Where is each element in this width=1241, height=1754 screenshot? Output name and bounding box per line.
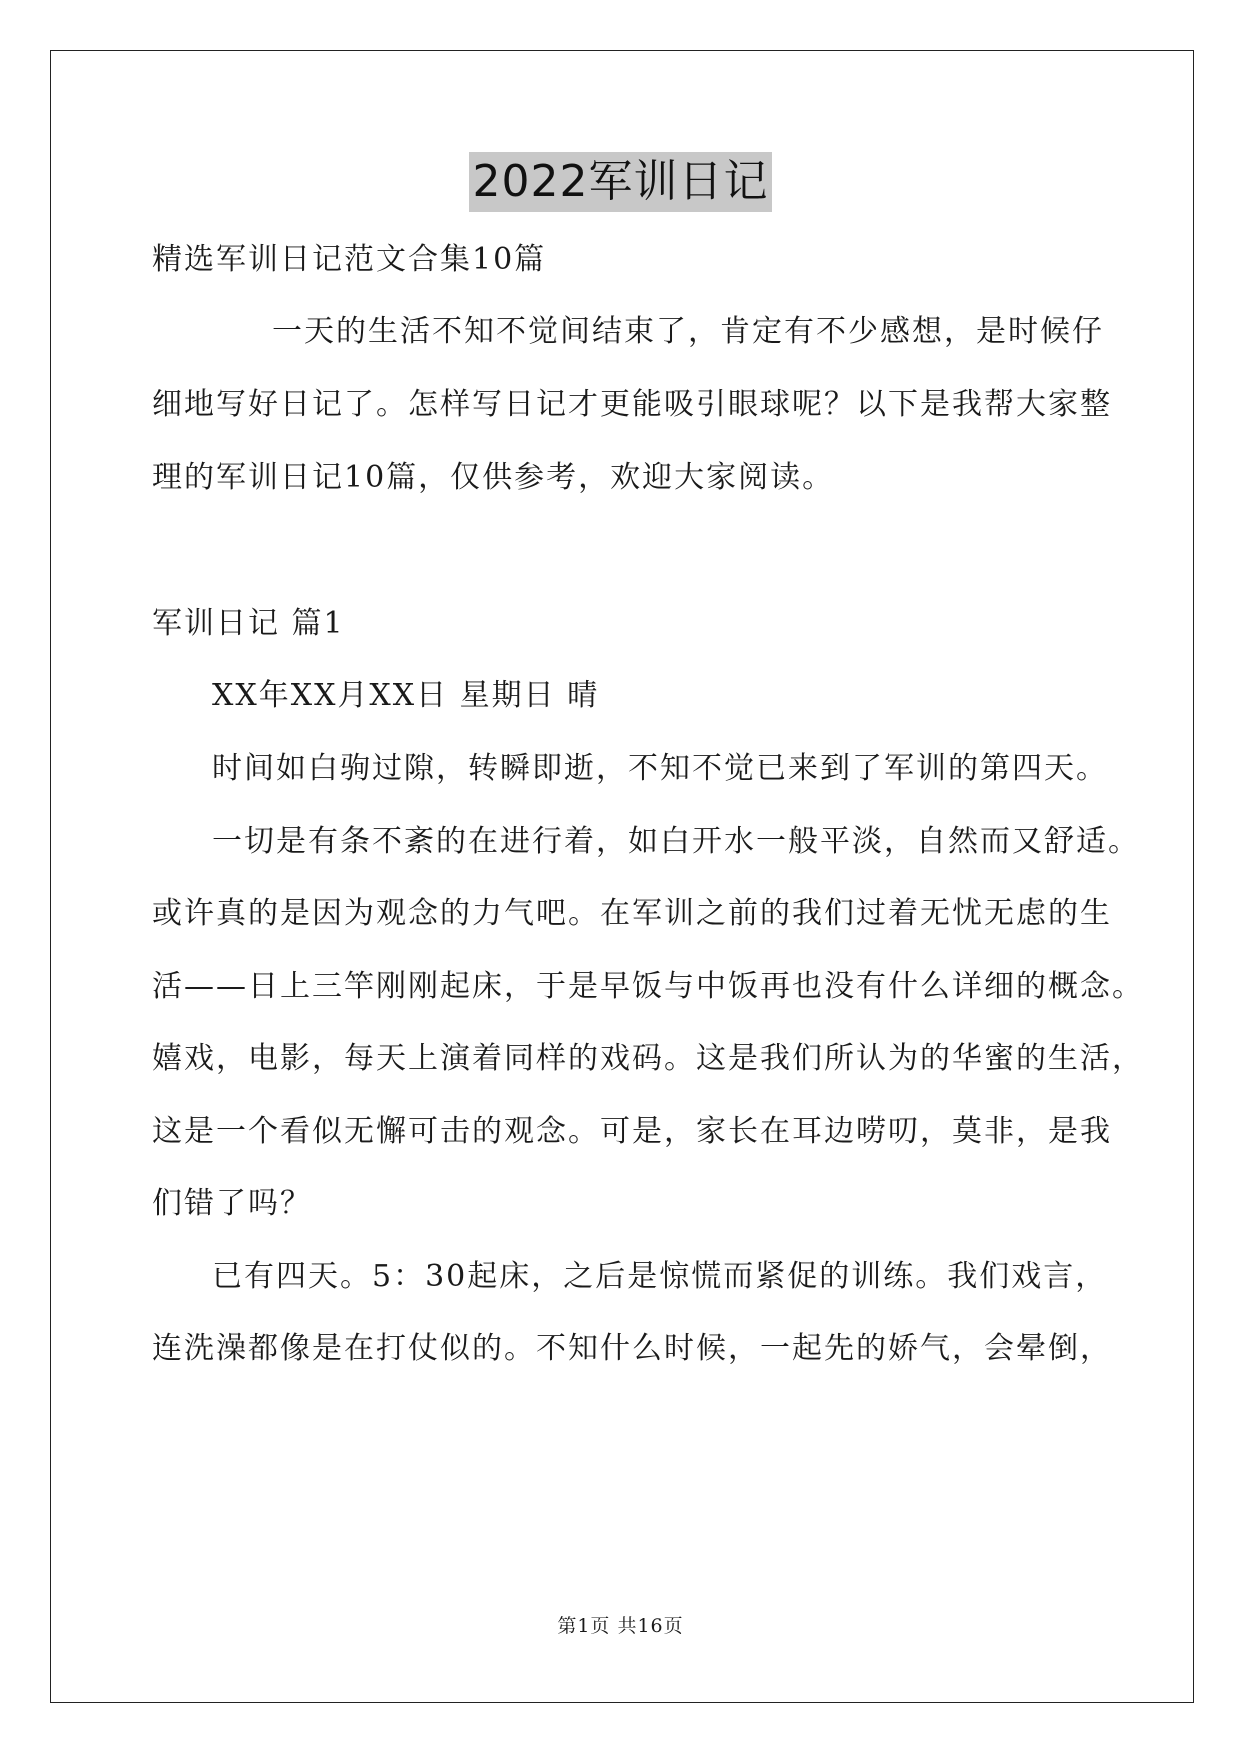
page-footer: 第1页 共16页 bbox=[557, 1615, 684, 1637]
date-line: XX年XX月XX日 星期日 晴 bbox=[212, 678, 600, 713]
body-line: 已有四天。5：30起床，之后是惊慌而紧促的训练。我们戏言， bbox=[212, 1259, 1108, 1294]
section-heading: 军训日记 篇1 bbox=[152, 606, 345, 641]
body-line: 嬉戏，电影，每天上演着同样的戏码。这是我们所认为的华蜜的生活， bbox=[152, 1041, 1144, 1076]
intro-line: 理的军训日记10篇，仅供参考，欢迎大家阅读。 bbox=[152, 460, 835, 495]
body-line: 一切是有条不紊的在进行着，如白开水一般平淡，自然而又舒适。 bbox=[212, 824, 1140, 859]
body-line: 时间如白驹过隙，转瞬即逝，不知不觉已来到了军训的第四天。 bbox=[212, 751, 1108, 786]
page-border bbox=[50, 50, 1194, 1703]
intro-line: 一天的生活不知不觉间结束了，肯定有不少感想，是时候仔 bbox=[272, 314, 1104, 349]
body-line: 这是一个看似无懈可击的观念。可是，家长在耳边唠叨，莫非，是我 bbox=[152, 1114, 1112, 1149]
body-line: 连洗澡都像是在打仗似的。不知什么时候，一起先的娇气，会晕倒， bbox=[152, 1331, 1112, 1366]
body-line: 或许真的是因为观念的力气吧。在军训之前的我们过着无忧无虑的生 bbox=[152, 896, 1112, 931]
body-line: 活——日上三竿刚刚起床，于是早饭与中饭再也没有什么详细的概念。 bbox=[152, 969, 1144, 1004]
title-container bbox=[0, 152, 1241, 212]
body-line: 们错了吗？ bbox=[152, 1186, 312, 1221]
subtitle: 精选军训日记范文合集10篇 bbox=[152, 242, 547, 277]
document-title: 2022军训日记 bbox=[469, 152, 773, 212]
intro-line: 细地写好日记了。怎样写日记才更能吸引眼球呢？以下是我帮大家整 bbox=[152, 387, 1112, 422]
